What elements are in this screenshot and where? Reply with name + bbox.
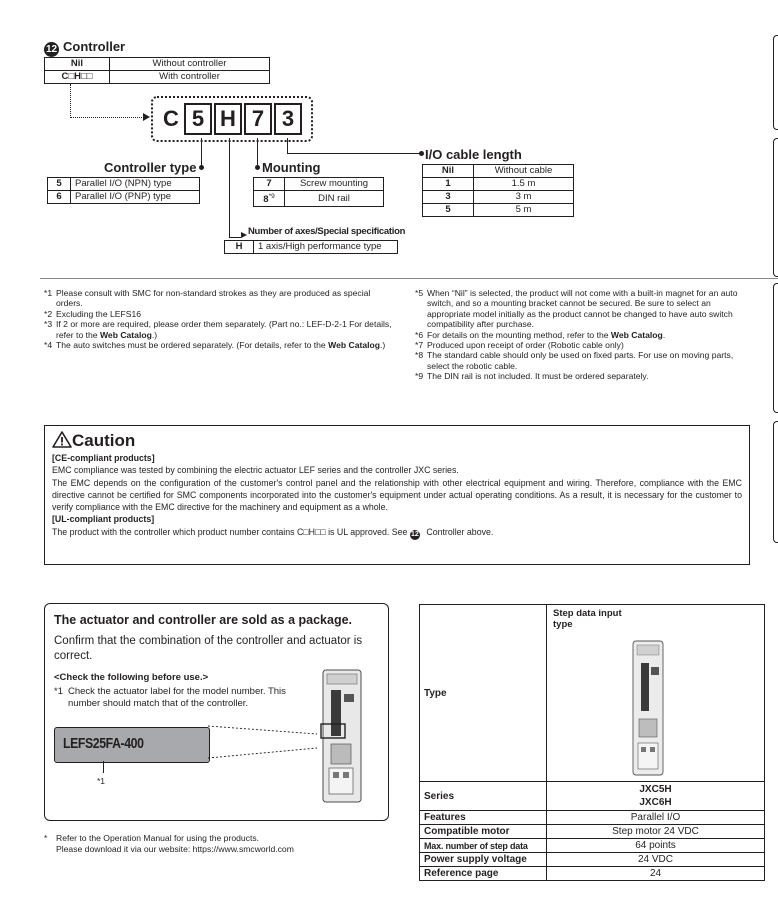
controller-type-table	[47, 177, 200, 204]
ul-heading: [UL-compliant products]	[52, 514, 155, 525]
table-row	[420, 605, 765, 782]
package-subtitle: Confirm that the combination of the controller and actuator is correct.	[54, 635, 363, 662]
controller-type-title: Controller type	[104, 160, 197, 175]
table-row	[420, 853, 765, 867]
ce-paragraph: EMC compliance was tested by combining the electric actuator LEF series and the controller JXC series.	[52, 465, 459, 476]
note-item: *5 When “Nil” is selected, the product will not come with a built-in magnet for an auto switch, and so a mounting bracket cannot be secured. Be sure to select an appropriate model initially as the product cannot be changed to have auto switch compatibility after purchase.	[415, 288, 738, 330]
cable-desc: 3 m	[474, 191, 574, 204]
mounting-code: 8$^{*9}$	[254, 191, 285, 207]
type-code: 6	[48, 191, 71, 204]
caution-heading	[52, 430, 742, 452]
ul-paragraph: The product with the controller which product number contains C□H□□ is UL approved. See 12 Controller above.	[52, 526, 494, 538]
spec-value: 24 VDC	[547, 853, 765, 867]
cable-code: Nil	[423, 165, 474, 178]
io-cable-table	[422, 164, 574, 217]
page-tab-marker	[773, 283, 778, 413]
connector-line	[257, 138, 258, 168]
code-char: H	[214, 103, 242, 135]
code-char: 5	[184, 103, 212, 135]
notes-left	[44, 288, 394, 350]
spec-label: Reference page	[420, 867, 547, 881]
cable-desc: 5 m	[474, 204, 574, 217]
type-desc: Parallel I/O (PNP) type	[71, 191, 200, 204]
table-row	[254, 191, 384, 207]
cable-code: 1	[423, 178, 474, 191]
mounting-desc: Screw mounting	[285, 178, 384, 191]
table-row	[48, 191, 200, 204]
connector-dot	[419, 151, 424, 156]
connector-line	[229, 138, 230, 238]
axes-desc: 1 axis/High performance type	[254, 241, 398, 254]
type-code: 5	[48, 178, 71, 191]
callout-line	[103, 761, 104, 773]
spec-label: Features	[420, 811, 547, 825]
connector-line	[229, 237, 241, 238]
section-number-badge: 12	[45, 44, 58, 55]
note-item: *8 The standard cable should only be used on fixed parts. For use on moving parts, select the robotic cable.	[415, 350, 734, 371]
table-row	[254, 178, 384, 191]
note-item: *4 The auto switches must be ordered separately. (For details, refer to the Web Catalog.)	[44, 340, 386, 351]
label-note-mark: *1	[97, 776, 106, 786]
warning-triangle-icon	[52, 431, 72, 448]
io-cable-title: I/O cable length	[425, 147, 522, 162]
code-char: 3	[274, 103, 302, 135]
spec-value: 64 points	[547, 839, 765, 853]
cable-desc: Without cable	[474, 165, 574, 178]
cable-code: 5	[423, 204, 474, 217]
type-cell	[547, 605, 765, 782]
table-row	[420, 811, 765, 825]
table-row	[423, 165, 574, 178]
mounting-code: 7	[254, 178, 285, 191]
type-label: Type	[420, 605, 547, 782]
actuator-label	[54, 727, 210, 763]
page-tab-marker	[773, 138, 778, 277]
spec-value	[547, 782, 765, 811]
table-row	[420, 839, 765, 853]
page-tab-marker	[773, 35, 778, 130]
divider	[40, 278, 778, 279]
axes-title: Number of axes/Special specification	[248, 226, 406, 237]
package-box	[44, 603, 389, 821]
controller-desc: Without controller	[110, 58, 270, 71]
ce-paragraph: The EMC depends on the configuration of the customer's control panel and the relationship with other electrical equipment and wiring. Therefore, compliance with the EMC directive cannot be certified for SMC components incorporated into the customer's equipment under actual operating conditions. As a result, it is necessary for the customer to verify compliance with the EMC directive for the machinery and equipment as a whole.	[52, 477, 742, 513]
spec-label: Series	[420, 782, 547, 811]
axes-table	[224, 240, 398, 254]
mounting-title: Mounting	[262, 160, 321, 175]
package-title: The actuator and controller are sold as a package.	[54, 613, 353, 627]
connector-line	[287, 138, 288, 154]
controller-code: C□H□□	[45, 71, 110, 84]
code-char: 7	[244, 103, 272, 135]
spec-value: Parallel I/O	[547, 811, 765, 825]
page-tab-marker	[773, 421, 778, 543]
table-row	[423, 191, 574, 204]
controller-unit-illustration	[317, 668, 367, 806]
note-item: *1 Please consult with SMC for non-standard strokes as they are produced as special orders.	[44, 288, 371, 309]
operation-manual-note: * Refer to the Operation Manual for using the products. Please download it via our website: https://www.smcworld.com	[44, 833, 294, 854]
section-number-badge: 12	[410, 530, 419, 538]
controller-leader-h	[70, 117, 144, 118]
check-heading: <Check the following before use.>	[54, 672, 209, 683]
connector-dot	[199, 165, 204, 170]
spec-value: Step motor 24 VDC	[547, 825, 765, 839]
note-item: *2 Excluding the LEFS16	[44, 308, 142, 319]
footnote-mark: *9	[268, 193, 275, 200]
note-item: *3 If 2 or more are required, please order them separately. (Part no.: LEF-D-2-1 For details, refer to the Web Catalog.)	[44, 319, 392, 340]
check-item: *1 Check the actuator label for the model number. This number should match that of the controller.	[54, 686, 286, 709]
controller-table	[44, 57, 270, 84]
table-row	[423, 204, 574, 217]
controller-leader-v	[70, 84, 71, 118]
arrow-right-icon	[241, 232, 247, 238]
series-jxc6h: JXC6H	[639, 797, 672, 808]
mounting-desc: DIN rail	[285, 191, 384, 207]
type-desc: Parallel I/O (NPN) type	[71, 178, 200, 191]
leader-lines	[205, 722, 320, 762]
cable-desc: 1.5 m	[474, 178, 574, 191]
connector-line	[201, 138, 202, 168]
note-item: *7 Produced upon receipt of order (Robotic cable only)	[415, 340, 624, 351]
table-row	[225, 241, 398, 254]
notes-right	[415, 288, 755, 382]
cable-code: 3	[423, 191, 474, 204]
controller-code: Nil	[45, 58, 110, 71]
spec-label: Compatible motor	[420, 825, 547, 839]
table-row	[420, 867, 765, 881]
caution-box	[44, 425, 750, 565]
axes-code: H	[225, 241, 254, 254]
controller-desc: With controller	[110, 71, 270, 84]
spec-label: Power supply voltage	[420, 853, 547, 867]
table-row	[45, 71, 270, 84]
caution-title: Caution	[72, 431, 136, 450]
table-row	[420, 782, 765, 811]
model-code	[160, 103, 304, 135]
series-jxc5h: JXC5H	[639, 784, 672, 795]
spec-table	[419, 604, 765, 881]
ce-heading: [CE-compliant products]	[52, 453, 155, 463]
type-value: Step data input type	[553, 608, 622, 630]
controller-product-image	[629, 639, 669, 779]
table-row	[423, 178, 574, 191]
note-item: *6 For details on the mounting method, refer to the Web Catalog.	[415, 329, 666, 340]
note-item: *9 The DIN rail is not included. It must be ordered separately.	[415, 371, 649, 382]
controller-heading	[44, 39, 125, 57]
spec-label: Max. number of step data	[420, 839, 547, 853]
table-row	[45, 58, 270, 71]
code-char: C	[160, 105, 182, 133]
mounting-table	[253, 177, 384, 207]
connector-line	[287, 153, 421, 154]
table-row	[420, 825, 765, 839]
arrow-right-icon	[143, 113, 150, 121]
spec-value: 24	[547, 867, 765, 881]
table-row	[48, 178, 200, 191]
controller-title: Controller	[63, 39, 126, 54]
actuator-model-number: LEFS25FA-400	[63, 735, 144, 752]
